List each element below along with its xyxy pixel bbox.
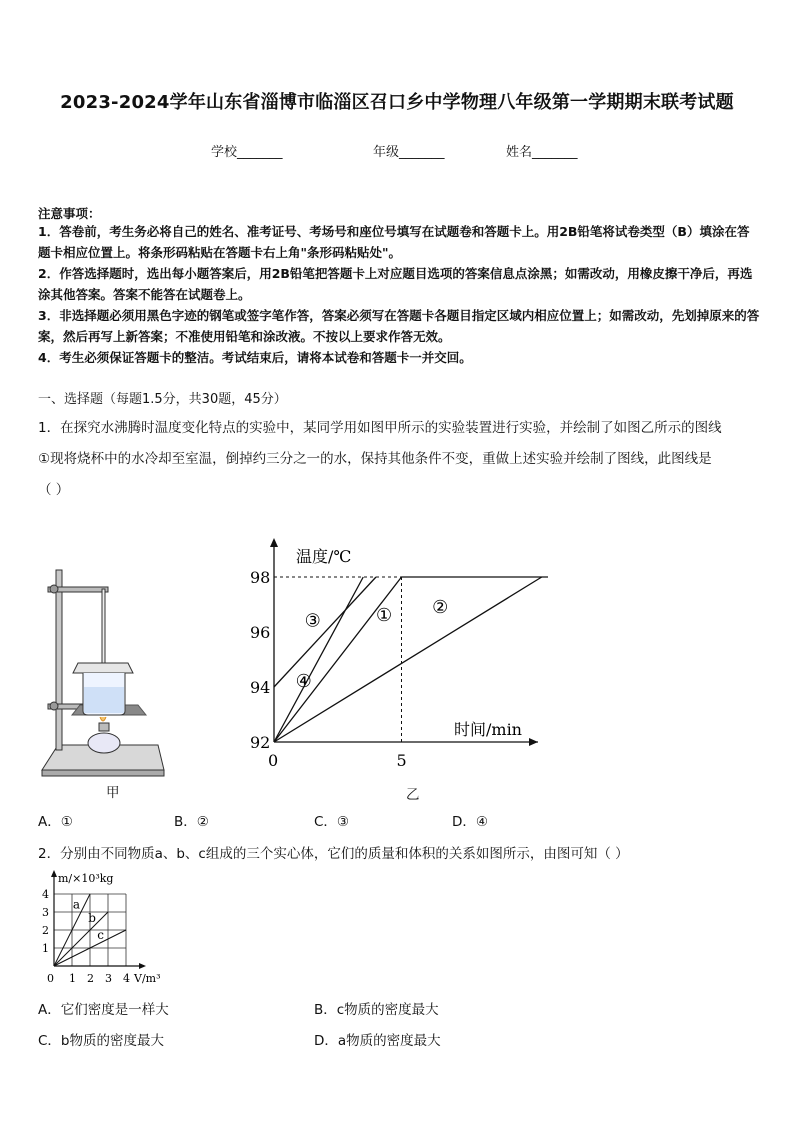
mass-volume-chart xyxy=(36,868,176,990)
series-label-a: a xyxy=(72,897,81,912)
x-tick-label: 3 xyxy=(105,972,112,985)
y-tick-label: 2 xyxy=(42,924,49,937)
series-label-1: ① xyxy=(376,605,393,626)
y-tick-label: 4 xyxy=(42,888,49,901)
y-axis-arrow xyxy=(270,538,278,547)
note-item: 1．答卷前，考生务必将自己的姓名、准考证号、考场号和座位号填写在试题卷和答题卡上。用2B铅笔将试卷类型（B）填涂在答题卡相应位置上。将条形码粘贴在答题卡右上角"条形码粘贴处"。 xyxy=(38,224,750,260)
q1-option-c[interactable]: C．③ xyxy=(314,814,350,830)
q2-option-c[interactable]: C．b物质的密度最大 xyxy=(38,1033,164,1049)
grade-field[interactable]: 年级_______ xyxy=(373,145,445,160)
q1-option-a[interactable]: A．① xyxy=(38,814,73,830)
y-tick-label: 98 xyxy=(250,568,271,587)
note-item: 2．作答选择题时，选出每小题答案后，用2B铅笔把答题卡上对应题目选项的答案信息点涂黑；如需改动，用橡皮擦干净后，再选涂其他答案。答案不能答在试题卷上。 xyxy=(38,266,753,302)
series-line-2 xyxy=(274,577,542,742)
series-label-4: ④ xyxy=(295,671,312,692)
x-axis-arrow xyxy=(139,963,146,969)
note-item: 3．非选择题必须用黑色字迹的钢笔或签字笔作答，答案必须写在答题卡各题目指定区域内相应位置上；如需改动，先划掉原来的答案，然后再写上新答案；不准使用铅笔和涂改液。不按以上要求作答无效。 xyxy=(38,308,760,344)
series-label-3: ③ xyxy=(304,610,321,632)
boiling-apparatus-figure xyxy=(38,565,168,780)
y-tick-label: 94 xyxy=(250,678,271,697)
y-axis-label: m/×10³kg xyxy=(58,872,114,885)
q2-option-d[interactable]: D．a物质的密度最大 xyxy=(314,1033,441,1049)
q2-option-b[interactable]: B．c物质的密度最大 xyxy=(314,1002,439,1018)
x-tick-label: 5 xyxy=(396,751,407,770)
fig-caption-jia: 甲 xyxy=(106,785,120,801)
x-tick-label: 4 xyxy=(123,972,130,985)
page-title: 2023-2024学年山东省淄博市临淄区召口乡中学物理八年级第一学期期末联考试题 xyxy=(60,92,734,113)
q2-text: 2．分别由不同物质a、b、c组成的三个实心体，它们的质量和体积的关系如图所示，由图可知（ ） xyxy=(38,846,629,862)
y-tick-label: 1 xyxy=(42,942,49,955)
series-label-c: c xyxy=(97,928,104,942)
x-axis-label: V/m³ xyxy=(134,972,161,985)
q1-text-line1: 1．在探究水沸腾时温度变化特点的实验中，某同学用如图甲所示的实验装置进行实验，并绘制了如图乙所示的图线 xyxy=(38,420,722,436)
name-field[interactable]: 姓名_______ xyxy=(506,145,578,160)
note-item: 4．考生必须保证答题卡的整洁。考试结束后，请将本试卷和答题卡一并交回。 xyxy=(38,350,472,365)
x-tick-label: 0 xyxy=(268,751,279,770)
y-axis-label: 温度/℃ xyxy=(296,547,352,566)
x-tick-label: 1 xyxy=(69,972,76,985)
x-tick-label: 2 xyxy=(87,972,94,985)
x-axis-arrow xyxy=(529,738,538,746)
y-tick-label: 96 xyxy=(250,623,271,642)
q1-text-line2: ①现将烧杯中的水冷却至室温，倒掉约三分之一的水，保持其他条件不变，重做上述实验并绘制了图线，此图线是 xyxy=(38,451,712,467)
section-heading: 一、选择题（每题1.5分，共30题，45分） xyxy=(38,392,287,407)
notes-heading: 注意事项： xyxy=(38,206,101,221)
series-label-b: b xyxy=(88,910,96,925)
y-axis-arrow xyxy=(51,870,57,877)
q2-option-a[interactable]: A．它们密度是一样大 xyxy=(38,1002,169,1018)
x-tick-label: 0 xyxy=(47,972,54,985)
y-tick-label: 3 xyxy=(42,906,49,919)
q1-option-b[interactable]: B．② xyxy=(174,814,209,830)
series-line-4 xyxy=(274,577,363,742)
series-line-3 xyxy=(274,577,376,687)
x-axis-label: 时间/min xyxy=(454,720,522,739)
y-tick-label: 92 xyxy=(250,733,271,752)
temperature-time-chart xyxy=(238,530,548,775)
q1-option-d[interactable]: D．④ xyxy=(452,814,488,830)
q1-text-line3: （ ） xyxy=(38,482,70,498)
school-field[interactable]: 学校_______ xyxy=(211,145,283,160)
series-label-2: ② xyxy=(432,596,449,618)
fig-caption-yi: 乙 xyxy=(406,787,420,803)
